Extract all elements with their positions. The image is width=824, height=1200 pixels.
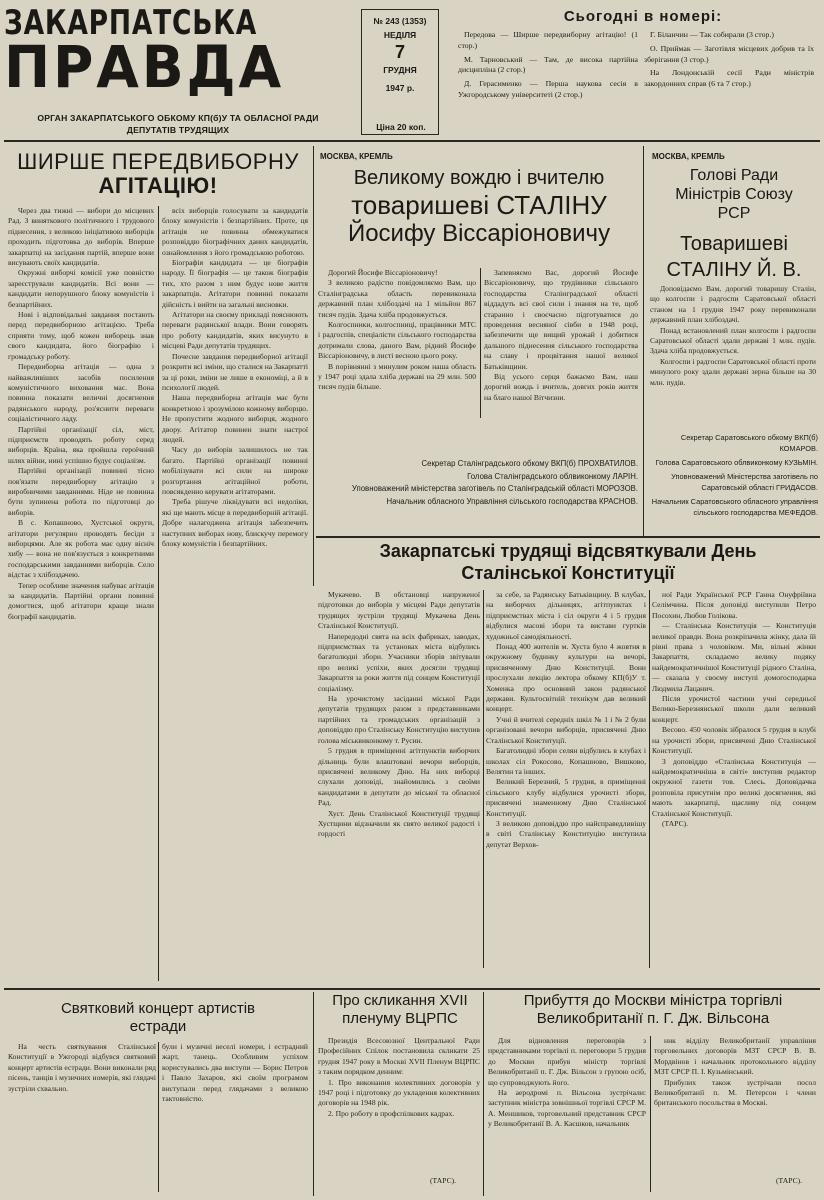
lower-column-rule-2 [483,992,484,1196]
constitution-paragraph: З великою доповіддю про найсправедливішу в світі Сталінську Конституцію виступила депутат Верхов- [486,818,646,849]
constitution-paragraph: Хуст. День Сталінської Конституції трудящі Хустщини відзначили як свято великої радості і гордості [318,808,480,839]
stalin-letter-column-rule [480,268,481,418]
editorial-paragraph: Агітатори на своєму прикладі пояснюють переваги радянської влади. Вони говорять про роботу кандидатів, яких висунуто в місцеві Ради депутатів трудящих. [162,310,308,351]
saratov-letter-signature: Голова Саратовського облвиконкому КУЗЬМІН. [655,458,818,467]
contents-heading: Сьогодні в номері: [563,8,723,25]
contents-item: Передова — Ширше передвиборну агітацію! (1 стор.) [458,30,638,50]
saratov-letter-title [648,166,820,283]
vtsrps-paragraph: 1. Про виконання колективних договорів у 1947 році і підготовку до укладення колективних договорів на 1948 рік. [318,1077,480,1108]
contents-item: О. Приймак — Заготівля місцевих добрив та їх зберігання (3 стор.) [644,43,814,64]
editorial-paragraph: Передвиборна агітація — одна з найважливіших засобів посилення комуністичного виховання мас. Вона повинна показати величні досягнення радянського народу, роз'яснити переваги соціалістичного ладу. [8,362,154,424]
constitution-paragraph: Великий Березний, 5 грудня, в приміщенні сільського клубу відбулися урочисті збори, присвячені знаменному Дню Сталінської Конституції. [486,777,646,818]
constitution-column-2 [486,590,646,970]
issue-weekday: НЕДІЛЯ [383,30,417,40]
contents-item: М. Тарновський — Там, де висока партійна дисципліна (2 стор.) [458,54,638,75]
constitution-title-line1: Закарпатські трудящі відсвяткували День [379,541,757,561]
constitution-paragraph: Учні й вчителі середніх шкіл № 1 і № 2 були організовані вечори виборців, присвячені Дню Сталінської Конституції. [486,714,646,745]
wilson-paragraph: Прибулих також зустрічали посол Великобританії п. М. Петерсон і члени британського посольства в Москві. [654,1077,816,1108]
editorial-paragraph: Часу до виборів залишилось не так багато. Партійні організації повинні мобілізувати всі сили на широке розгортання агітаційної роботи, повсякденно керувати агітаторами. [162,445,308,496]
lower-column-rule-1 [313,992,314,1196]
masthead-title-line1: ЗАКАРПАТСЬКА [4,3,258,43]
constitution-title [318,540,818,584]
saratov-letter-signature: Секретар Саратовського обкому ВКП(б) КОМАРОВ. [680,433,818,453]
stalin-letter-paragraph: Запевняємо Вас, дорогий Йосифе Віссаріоновичу, що трудівники сільського господарства Сталінградської області віддадуть всі свої сили і знання на те, щоб старанно і своєчасно підготуватися до проведення весняної сівби в 1948 році, забезпечити ще вищий урожай і добитися дальшого піднесення сільського господарства на славу і процвітання нашої великої Батьківщини. [484,268,638,371]
constitution-paragraph: Мукачево. В обстановці напруженої підготовки до виборів у місцеві Ради депутатів трудящих зустріли трудящі Мукачева День Сталінської Конституції. [318,590,480,631]
saratov-letter-paragraph: Колгоспи і радгоспи Саратовської області проти минулого року здали державі зерна більше на 30 млн. пудів. [650,356,816,387]
stalin-letter-signature: Голова Сталінградського облвиконкому ЛАРІН. [467,471,638,481]
wilson-paragraph: ник відділу Великобританії управління торговельних договорів МЗТ СРСР В. В. Мордвінов і начальник протокольного відділу МЗТ СРСР П. І. Кузьмінський. [654,1036,816,1077]
editorial-paragraph: Треба рішуче ліквідувати всі недоліки, які ще мають місце в передвиборній агітації. Добре налагоджена агітація забезпечить наступних виборах нову, блискучу перемогу блоку комуністів і безпартійних. [162,497,308,548]
stalin-letter-paragraph: В порівнянні з минулим роком наша область у 1947 році здала хліба державі на 29 млн. 500 тисяч пудів більше. [318,361,476,392]
saratov-letter-body [650,284,816,434]
stalin-letter-title-line3: Йосифу Віссаріоновичу [347,220,611,247]
stalin-letter-signature: Секретар Сталінградського обкому ВКП(б) ПРОХВАТИЛОВ. [421,459,638,468]
editorial-paragraph: Окружні виборчі комісії уже повністю зареєстрували кандидатів. Всі вони — кандидати непорушного блоку комуністів і безпартійних. [8,268,154,309]
saratov-letter-title-line2: Міністрів Союзу [675,186,793,203]
stalin-letter-column-2 [484,268,638,436]
saratov-letter-signature: Уповноважений Міністерства заготівель по Саратовській області ГРИДАСОВ. [671,472,818,492]
constitution-paragraph: за себе, за Радянську Батьківщину. В клубах, на виборчих дільницях, агітпунктах і підприємствах міста і сіл округи 4 і 5 грудня відбулися масові збори та вистави гуртків художньої самодіяльності. [486,590,646,641]
concert-title [8,1000,308,1036]
column-rule-2 [643,146,644,536]
saratov-letter-title-line1: Голові Ради [689,167,779,184]
editorial-title-line2: АГІТАЦІЮ! [98,173,218,198]
contents-item: На Лондонській сесії Ради міністрів закордонних справ (6 та 7 стор.) [644,68,814,89]
stalin-letter-signature: Уповноважений міністерства заготівель по Сталінградській області МОРОЗОВ. [351,484,638,493]
vtsrps-title [318,992,482,1028]
editorial-column-1 [8,206,154,986]
letters-bottom-rule [316,536,820,538]
issue-month: ГРУДНЯ [383,65,417,75]
masthead-subtitle-line2: ДЕПУТАТІВ ТРУДЯЩИХ [126,125,230,135]
editorial-paragraph: Партійні організації повинні тісно пов'язати передвиборну агітацію з виробничими завданнями. Ніде не повинна бути зупинена робота по підготовці до виборів. [8,466,154,517]
wilson-paragraph: Для відновлення переговорів з представниками торгівлі п. переговори 5 грудня до Москви прибув міністр торгівлі Великобританії п. Г. Дж. Вільсон з групою осіб, що супроводжують його. [488,1036,646,1087]
stalin-letter-column-1 [318,268,476,436]
column-rule-1 [313,146,314,586]
constitution-paragraph: (ТАРС). [662,818,689,828]
concert-column-2-text: були і музичні веселі номери, і естрадний жарт, танець. Особливим успіхом користувались два виступи — Борис Петров і Павло Захаров, які своїм програмом виступали перед глядачами з великою тактовністю. [162,1042,308,1104]
editorial-paragraph: Через два тижні — вибори до місцевих Рад. З виняткового політичного і трудового піднесення, з великою ініціативою виборців проходить підготовка до виборів. Вперше закарпатці на засідання партій, вперше вони висувають своїх кандидатів. [8,206,154,268]
stalin-letter-paragraph: Дорогий Йосифе Віссаріоновичу! [328,268,438,277]
wilson-title [488,992,818,1028]
issue-price: Ціна 20 коп. [376,122,426,132]
constitution-column-1 [318,590,480,970]
vtsrps-paragraph: Президія Всесоюзної Центральної Ради Професійних Спілок постановила скликати 25 грудня 1947 року в Москві XVII Пленум ВЦРПС з таким порядком денним: [318,1036,480,1077]
masthead-rule [4,140,820,142]
constitution-rule-2 [649,590,650,968]
contents-item: Д. Герасименко — Перша наукова сесія в Ужгородському університеті (2 стор.) [458,79,638,99]
lower-section-rule [4,988,820,990]
stalin-letter-place: МОСКВА, КРЕМЛЬ [320,152,393,161]
masthead-subtitle [28,112,328,136]
saratov-letter-signature: Начальник Саратовського обласного управління сільського господарства МЕФЕДОВ. [651,497,818,517]
masthead-title-line2: ПРАВДА [4,33,284,101]
concert-title-line2: естради [129,1018,187,1035]
issue-box [361,9,439,135]
contents-box [448,8,818,126]
concert-column-1 [8,1042,156,1192]
issue-day: 7 [394,42,405,62]
saratov-letter-signatures [650,432,818,521]
wilson-source: (ТАРС). [776,1176,803,1185]
editorial-column-2 [162,206,308,986]
stalin-letter-title-line2: товаришеві СТАЛІНУ [351,190,607,220]
constitution-paragraph: Понад 400 жителів м. Хуста було 4 жовтня в окружному будинку культури на вечорі, присвяченому Дню Конституції. Вони прослухали лекцію лектора обкому КП(б)У т. Хоменка про основний закон радянської держави. Культосвітній технікум дав великий концерт. [486,642,646,714]
stalin-letter-signature: Начальник обласного Управління сільського господарства КРАСНОВ. [386,496,638,506]
editorial-paragraph: Тепер особливе значення набуває агітація за кандидатів. Партійні органи повинні домогтися, щоб агітатори краще знали біографії кандидатів. [8,580,154,621]
constitution-paragraph: На урочистому засіданні міської Ради депутатів трудящих разом з представниками партійних та громадських організацій з доповіддю про Сталінську Конституцію виступив голова міськвиконкому т. Русин. [318,694,480,745]
saratov-letter-title-line5: СТАЛІНУ Й. В. [666,259,802,281]
concert-column-1-text: На честь святкування Сталінської Конституції в Ужгороді відбувся святковий концерт артистів естради. Вони виконали ряд пісень, танців і музичних номерів, які глядачі зустріли схвально. [8,1042,156,1093]
vtsrps-paragraph: 2. Про роботу в профспілкових кадрах. [328,1108,455,1118]
constitution-paragraph: — Сталінська Конституція — Конституція великої правди. Вона розкріпачила жінку, дала їй рівні права з чоловіком. Ми, вільні жінки Закарпаття, складаємо велику подяку найдемократичнішої Конституції рідного Сталіна, — сказала у своєму виступі домогосподарка Людмила Лацанич. [652,621,816,693]
saratov-letter-paragraph: Доповідаємо Вам, дорогий товаришу Сталін, що колгоспи і радгоспи Саратовської області станом на 1 грудня 1947 року перевиконали державний план хлібоздачі. [650,284,816,325]
stalin-letter-title [318,166,640,248]
concert-title-line1: Святковий концерт артистів [60,1000,256,1017]
constitution-paragraph: ної Ради Української РСР Ганна Онуфріївна Селімчина. Після доповіді виступили Петро Посохин, Любов Голікова. [652,590,816,620]
constitution-column-3 [652,590,816,970]
constitution-paragraph: Весово. 450 чоловік зібралося 5 грудня в клубі на урочисті збори, присвячені Дню Сталінської Конституції. [652,725,816,756]
stalin-letter-paragraph: Колгоспники, колгоспниці, працівники МТС і радгоспів, спеціалісти сільського господарства дотримали слова, даного Вам, рідний Йосифе Віссаріоновичу, в листі весною цього року. [318,320,476,361]
issue-year: 1947 р. [385,83,415,93]
wilson-column-1 [488,1036,646,1196]
saratov-letter-paragraph: Понад встановлений план колгоспи і радгоспи Саратовської області здали державі 1 млн. пудів. Здача хліба продовжується. [650,325,816,356]
contents-item: Г. Біланчин — Так собирали (3 стор.) [650,30,774,39]
masthead-subtitle-line1: ОРГАН ЗАКАРПАТСЬКОГО ОБКОМУ КП(б)У ТА ОБЛАСНОЇ РАДИ [37,113,319,123]
contents-right-column [644,30,814,93]
editorial-paragraph: всіх виборців голосувати за кандидатів блоку комуністів і безпартійних. Проте, ця агітація не повинна обмежуватися розповіддю біографічних даних кандидатів, ознайомлення з його громадською роботою. [162,206,308,257]
stalin-letter-title-line1: Великому вождю і вчителю [353,167,605,189]
editorial-paragraph: Нові і відповідальні завдання постають перед передвиборною агітацією. Треба сприяти тому, щоб кожен виборець знав свого кандидата, його біографію і громадську роботу. [8,310,154,361]
vtsrps-title-line2: пленуму ВЦРПС [342,1010,458,1027]
editorial-paragraph: Біографія кандидата — це біографія народу. Її біографія — це також біографія тих, хто разом з ним будує нове життя закарпатців. Агітатори повинні показати дійсність і вийти на загальні висновки. [162,258,308,309]
vtsrps-body [318,1036,480,1186]
editorial-column-rule [158,206,159,981]
stalin-letter-signatures [322,458,638,508]
constitution-paragraph: Напередодні свята на всіх фабриках, заводах, підприємствах та установах міста відбулись багатолюдні збори. Учасники зборів звітували про великі успіхи, яких досягли трудящі Закарпаття за роки життя під сонцем Конституції соціалізму. [318,631,480,693]
contents-left-column [458,30,638,104]
editorial-paragraph: В с. Копашново, Хустської округи, агітатори регулярно проводять бесіди з виборцями. Але як робота має одну вісніч хибу — вона не пов'язується з конкретними господарськими завданнями виборців. Село відстає з хлібоздачею. [8,518,154,580]
constitution-paragraph: 5 грудня в приміщенні агітпунктів виборчих дільниць були влаштовані вечори виборців, присвячені великому Дню. На них виборці слухали доповіді, знайомились з своїми кандидатами в депутати до міської та обласної Рад. [318,746,480,808]
vtsrps-title-line1: Про скликання XVII [332,992,468,1009]
constitution-title-line2: Сталінської Конституції [461,563,675,583]
editorial-paragraph: Партійні організації сіл, міст, підприємств проводять роботу серед виборців. Країна, яка пройшла героїчний шлях війни, нині успішно будує соціалізм. [8,424,154,465]
concert-column-rule [158,1042,159,1192]
editorial-title [8,150,308,198]
wilson-paragraph: На аеродромі п. Вільсона зустрічали: заступник міністра зовнішньої торгівлі СРСР М. А. Меншиков, торговельний представник СРСР у Великобританії В. А. Каєшков, начальник [488,1088,646,1129]
saratov-letter-place: МОСКВА, КРЕМЛЬ [652,152,725,161]
saratov-letter-title-line4: Товаришеві [680,233,788,255]
editorial-paragraph: Наша передвиборна агітація має бути конкретною і зрозумілою кожному виборцю. Не пропустити жодного виборця, жодного двору. Агітатор повинен знати настрої людей. [162,393,308,444]
editorial-title-line1: ШИРШЕ ПЕРЕДВИБОРНУ [17,149,299,174]
editorial-paragraph: Почесне завдання передвиборної агітації розкрити всі зміни, що сталися на Закарпатті за ці роки, зміни не лише в економіці, а й в психології людей. [162,351,308,392]
stalin-letter-paragraph: З великою радістю повідомляємо Вам, що Сталінградська область перевиконала державний план хлібоздачі на 1 мільйон 867 тисяч пудів. Здача хліба продовжується. [318,278,476,319]
wilson-title-line1: Прибуття до Москви міністра торгівлі [523,992,783,1009]
wilson-column-2 [654,1036,816,1176]
concert-column-2 [162,1042,308,1192]
vtsrps-source: (ТАРС). [430,1176,457,1185]
issue-number: № 243 (1353) [373,16,427,26]
wilson-column-rule [650,1036,651,1192]
stalin-letter-paragraph: Від усього серця бажаємо Вам, наш дорогий вождь і вчитель, довгих років життя на благо нашої Вітчизни. [484,372,638,402]
wilson-title-line2: Великобританії п. Г. Дж. Вільсона [536,1010,770,1027]
constitution-paragraph: Після урочистої частини учні середньої Велико-Березнянської школи дали великий концерт. [652,694,816,724]
constitution-rule-1 [483,590,484,968]
saratov-letter-title-line3: РСР [717,205,751,222]
masthead-title [4,3,294,101]
constitution-paragraph: Багатолюдні збори селян відбулись в клубах і школах сіл Рокосово, Копашново, Вишково, Велятин та інших. [486,746,646,776]
constitution-paragraph: З доповіддю «Сталінська Конституція — найдемократичніша в світі» виступив редактор окружної газети тов. Слесь. Доповідачка розповіла присутнім про великі досягнення, які мають закарпатці, щасливу під сонцем Сталінської Конституції. [652,756,816,818]
